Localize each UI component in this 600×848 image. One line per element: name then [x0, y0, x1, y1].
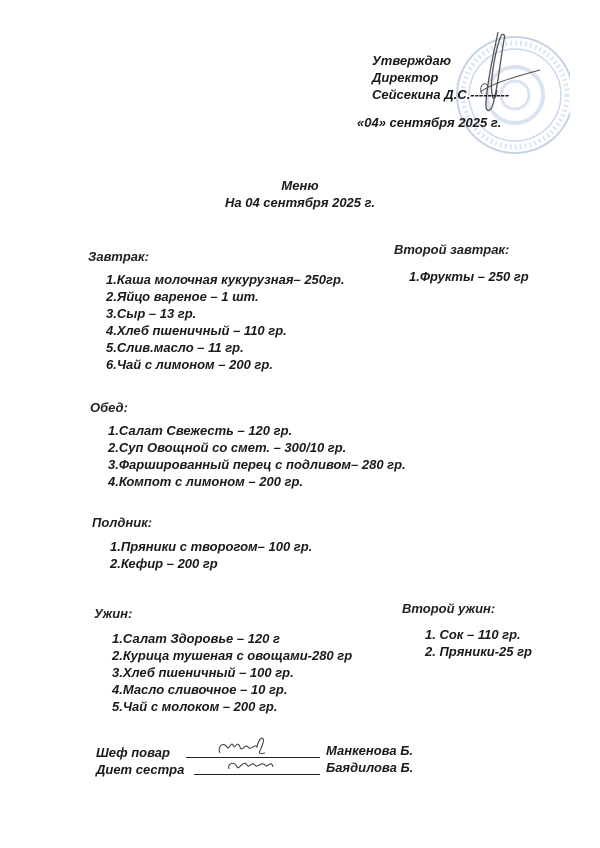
snack-heading: Полдник: — [92, 515, 153, 530]
list-item: 1.Каша молочная кукурузная– 250гр. — [106, 272, 345, 287]
list-item: 4.Хлеб пшеничный – 110 гр. — [106, 323, 287, 338]
page-title: Меню — [281, 178, 319, 193]
list-item: 1.Фрукты – 250 гр — [409, 269, 529, 284]
second-breakfast-list — [409, 268, 529, 285]
list-item: 1.Салат Здоровье – 120 г — [112, 631, 280, 646]
chef-name: Манкенова Б. — [326, 743, 414, 758]
nurse-role: Диет сестра — [96, 762, 185, 777]
list-item: 4.Компот с лимоном – 200 гр. — [108, 474, 304, 489]
second-dinner-list — [425, 626, 532, 660]
list-item: 3.Сыр – 13 гр. — [106, 306, 197, 321]
list-item: 5.Чай с молоком – 200 гр. — [112, 699, 278, 714]
nurse-signature — [225, 755, 280, 777]
list-item: 2.Курица тушеная с овощами-280 гр — [112, 648, 353, 663]
second-dinner-heading: Второй ужин: — [402, 601, 496, 616]
dinner-heading: Ужин: — [94, 606, 133, 621]
page-subtitle: На 04 сентября 2025 г. — [225, 195, 375, 210]
approval-line-3: Сейсекина Д.С.--------- — [372, 87, 510, 102]
second-breakfast-heading: Второй завтрак: — [394, 242, 510, 257]
lunch-heading: Обед: — [90, 400, 128, 415]
list-item: 2.Суп Овощной со смет. – 300/10 гр. — [108, 440, 347, 455]
breakfast-list — [106, 271, 345, 373]
list-item: 1. Сок – 110 гр. — [425, 627, 521, 642]
nurse-name: Баядилова Б. — [326, 760, 414, 775]
approval-date: «04» сентября 2025 г. — [357, 115, 502, 130]
dinner-list — [112, 630, 352, 715]
lunch-list — [108, 422, 406, 490]
list-item: 2.Яйцо вареное – 1 шт. — [106, 289, 259, 304]
list-item: 6.Чай с лимоном – 200 гр. — [106, 357, 273, 372]
list-item: 1.Пряники с творогом– 100 гр. — [110, 539, 313, 554]
list-item: 3.Фаршированный перец с подливом– 280 гр. — [108, 457, 406, 472]
approval-line-2: Директор — [372, 70, 439, 85]
breakfast-heading: Завтрак: — [88, 249, 149, 264]
chef-role: Шеф повар — [96, 745, 170, 760]
list-item: 2. Пряники-25 гр — [425, 644, 533, 659]
approval-block — [372, 52, 509, 103]
approval-line-1: Утверждаю — [372, 53, 451, 68]
list-item: 4.Масло сливочное – 10 гр. — [112, 682, 288, 697]
list-item: 1.Салат Свежесть – 120 гр. — [108, 423, 293, 438]
list-item: 2.Кефир – 200 гр — [110, 556, 218, 571]
list-item: 5.Слив.масло – 11 гр. — [106, 340, 244, 355]
list-item: 3.Хлеб пшеничный – 100 гр. — [112, 665, 294, 680]
snack-list — [110, 538, 312, 572]
